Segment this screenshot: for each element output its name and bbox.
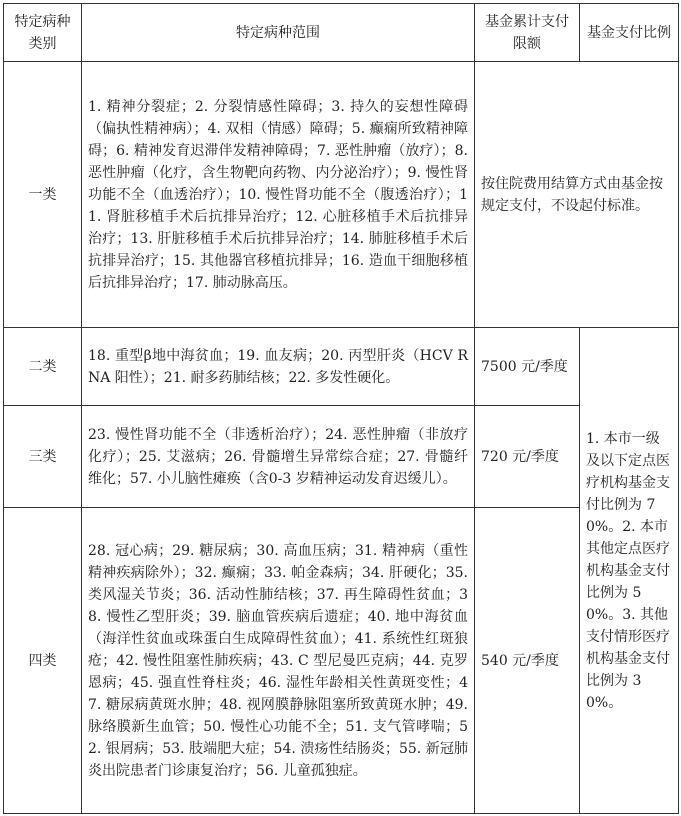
- table-row: [4, 406, 679, 508]
- scope-cell: 1. 精神分裂症；2. 分裂情感性障碍；3. 持久的妄想性障碍（偏执性精神病）；4. 双相（情感）障碍；5. 癫痫所致精神障碍；6. 精神发育迟滞伴发精神障碍；7. 恶性肿瘤（放疗）；8. 恶性肿瘤（化疗，含生物靶向药物、内分泌治疗）；9. 慢性肾功能不全（血透治疗）；10. 慢性肾功能不全（腹透治疗）；11. 肾脏移植手术后抗排异治疗；12. 心脏移植手术后抗排异治疗；13. 肝脏移植手术后抗排异治疗；14. 肺脏移植手术后抗排异治疗；15. 其他器官移植抗排异；16. 造血干细胞移植后抗排异治疗；17. 肺动脉高压。: [82, 62, 475, 328]
- header-row: [4, 4, 679, 62]
- limit-cell: 540 元/季度: [475, 508, 580, 814]
- ratio-note-cell: 1. 本市一级及以下定点医疗机构基金支付比例为 70%。2. 本市其他定点医疗机构基金支付比例为 50%。3. 其他支付情形医疗机构基金支付比例为 30%。: [580, 328, 679, 814]
- category-cell: 二类: [4, 328, 82, 406]
- header-scope: 特定病种范围: [82, 4, 475, 62]
- category-cell: 一类: [4, 62, 82, 328]
- scope-cell: 18. 重型β地中海贫血；19. 血友病；20. 丙型肝炎（HCV RNA 阳性）；21. 耐多药肺结核；22. 多发性硬化。: [82, 328, 475, 406]
- category-cell: 四类: [4, 508, 82, 814]
- limit-cell: 720 元/季度: [475, 406, 580, 508]
- limit-cell: 7500 元/季度: [475, 328, 580, 406]
- table-row: [4, 62, 679, 328]
- scope-cell: 28. 冠心病；29. 糖尿病；30. 高血压病；31. 精神病（重性精神疾病除外）；32. 癫痫；33. 帕金森病；34. 肝硬化；35. 类风湿关节炎；36. 活动性肺结核；37. 再生障碍性贫血；38. 慢性乙型肝炎；39. 脑血管疾病后遗症；40. 地中海贫血（海洋性贫血或珠蛋白生成障碍性贫血）；41. 系统性红斑狼疮；42. 慢性阻塞性肺疾病；43. C 型尼曼匹克病；44. 克罗恩病；45. 强直性脊柱炎；46. 湿性年龄相关性黄斑变性；47. 糖尿病黄斑水肿；48. 视网膜静脉阻塞所致黄斑水肿；49. 脉络膜新生血管；50. 慢性心功能不全；51. 支气管哮喘；52. 银屑病；53. 肢端肥大症；54. 溃疡性结肠炎；55. 新冠肺炎出院患者门诊康复治疗；56. 儿童孤独症。: [82, 508, 475, 814]
- header-limit: 基金累计支付限额: [475, 4, 580, 62]
- scope-cell: 23. 慢性肾功能不全（非透析治疗）；24. 恶性肿瘤（非放疗化疗）；25. 艾滋病；26. 骨髓增生异常综合症；27. 骨髓纤维化；57. 小儿脑性瘫痪（含0-3 岁精神运动发育迟缓儿）。: [82, 406, 475, 508]
- header-ratio: 基金支付比例: [580, 4, 679, 62]
- disease-coverage-table: [3, 3, 679, 814]
- category-cell: 三类: [4, 406, 82, 508]
- table-row: [4, 508, 679, 814]
- header-category: 特定病种类别: [4, 4, 82, 62]
- limit-cell: 按住院费用结算方式由基金按规定支付，不设起付标准。: [475, 62, 679, 328]
- table-row: [4, 328, 679, 406]
